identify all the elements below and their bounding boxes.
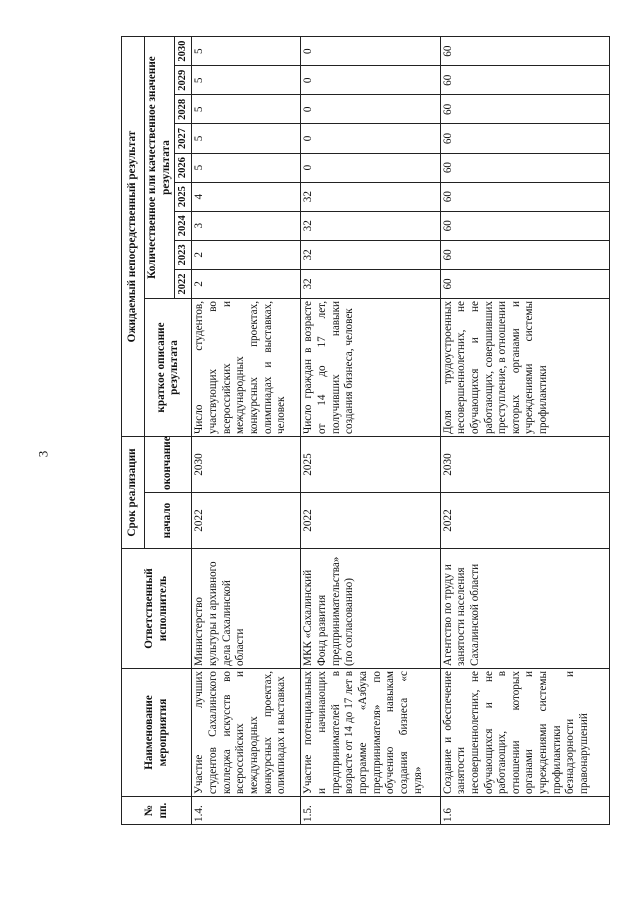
row-start: 2022 [192,493,301,549]
header-expected: Ожидаемый непосредственный результат [122,37,145,437]
row-value: 60 [440,37,609,66]
row-end: 2025 [301,436,440,492]
table-row [192,37,301,825]
row-value: 60 [440,211,609,240]
row-num: 1.6 [440,797,609,825]
measures-table [121,36,610,825]
row-value: 4 [192,182,301,211]
header-quant: Количественное или качественное значение результата [145,37,175,299]
header-num: № пп. [122,797,192,825]
row-brief: Число граждан в возрасте от 14 до 17 лет, получивших навыки создания бизнеса, человек [301,298,440,436]
header-year: 2023 [175,240,192,269]
header-year: 2030 [175,37,192,66]
header-period: Срок реализации [122,436,145,548]
row-end: 2030 [440,436,609,492]
row-name: Создание и обеспечение занятости несовершеннолетних, не обучающихся и не работающих, в отношении которых органами и учреждениями системы профилактики безнадзорности и правонарушений [440,669,609,797]
header-executor: Ответственный исполнитель [122,549,192,669]
page-number: 3 [35,450,51,458]
row-num: 1.4. [192,797,301,825]
row-value: 5 [192,153,301,182]
row-value: 5 [192,66,301,95]
row-value: 0 [301,124,440,153]
header-year: 2028 [175,95,192,124]
row-value: 60 [440,269,609,298]
table-row [440,37,609,825]
row-num: 1.5. [301,797,440,825]
row-brief: Доля трудоустроенных несовершеннолетних, не обучающихся и не работающих, совершивших преступление, в отношении которых органами и учреждениями системы профилактики [440,298,609,436]
row-value: 60 [440,124,609,153]
row-value: 60 [440,66,609,95]
header-year: 2024 [175,211,192,240]
row-executor: МКК «Сахалинский Фонд развития предпринимательства» (по согласованию) [301,549,440,669]
row-value: 5 [192,95,301,124]
row-value: 0 [301,153,440,182]
row-name: Участие лучших студентов Сахалинского колледжа искусств во всероссийских и международных конкурсных проектах, олимпиадах и выставках [192,669,301,797]
row-value: 60 [440,95,609,124]
header-brief: краткое описание результата [145,298,192,436]
row-start: 2022 [301,493,440,549]
header-name: Наименование мероприятия [122,669,192,797]
header-year: 2027 [175,124,192,153]
header-year: 2026 [175,153,192,182]
row-start: 2022 [440,493,609,549]
row-value: 0 [301,95,440,124]
row-value: 32 [301,211,440,240]
row-value: 60 [440,153,609,182]
row-value: 2 [192,240,301,269]
row-value: 60 [440,182,609,211]
row-value: 5 [192,37,301,66]
header-year: 2022 [175,269,192,298]
row-executor: Министерство культуры и архивного дела Сахалинской области [192,549,301,669]
rotated-page-content [121,37,610,825]
row-value: 32 [301,269,440,298]
row-value: 0 [301,37,440,66]
row-value: 60 [440,240,609,269]
row-value: 2 [192,269,301,298]
header-end: окончание [145,436,192,492]
table-row [301,37,440,825]
row-name: Участие потенциальных и начинающих предпринимателей в возрасте от 14 до 17 лет в программе «Азбука предпринимателя» по обучению навыкам создания бизнеса «с нуля» [301,669,440,797]
row-value: 32 [301,182,440,211]
row-value: 5 [192,124,301,153]
row-value: 32 [301,240,440,269]
row-end: 2030 [192,436,301,492]
row-value: 0 [301,66,440,95]
header-year: 2025 [175,182,192,211]
header-year: 2029 [175,66,192,95]
row-brief: Число студентов, участвующих во всероссийских и международных конкурсных проектах, олимпиадах и выставках, человек [192,298,301,436]
row-executor: Агентство по труду и занятости населения Сахалинской области [440,549,609,669]
row-value: 3 [192,211,301,240]
header-start: начало [145,493,192,549]
